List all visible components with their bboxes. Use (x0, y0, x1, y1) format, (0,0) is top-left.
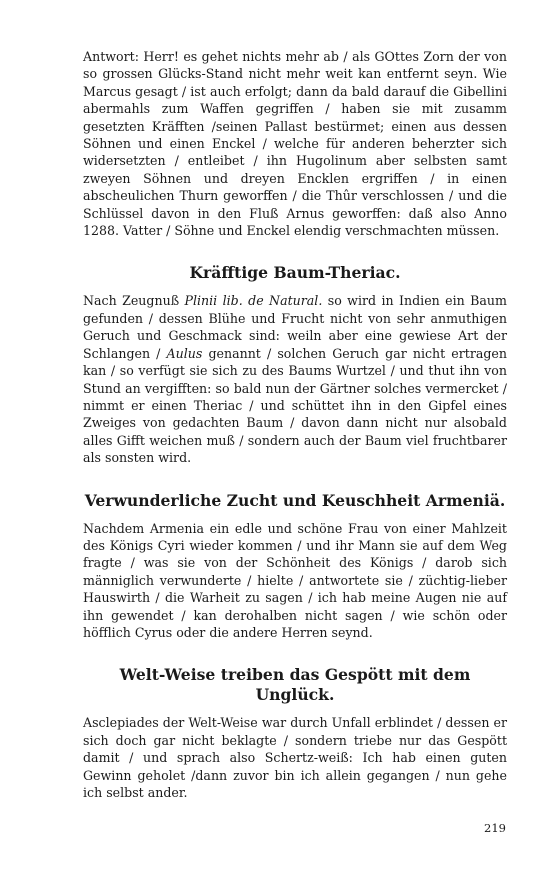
paragraph-text: Nach Zeugnuß (83, 293, 185, 309)
section-armenia (83, 491, 507, 642)
italic-citation: Plinii lib. de Natural. (184, 293, 323, 309)
italic-term: Aulus (166, 345, 203, 361)
section-paragraph: Asclepiades der Welt-Weise war durch Unfall erblindet / dessen er sich doch gar nicht beklagte / sondern triebe nur das Gespött damit / und sprach also Schertz-weiß: Ich hab einen guten Gewinn geholet /dann zuvor bin ich allein gegangen / nun gehe ich selbst ander. (83, 715, 507, 800)
section-paragraph (83, 292, 507, 466)
paragraph-text: so wird in Indien ein Baum gefunden / dessen Blühe und Frucht nicht von sehr anmuthigen Geruch und Geschmack sind: weiln aber eine gewiese Art der Schlangen / (83, 293, 507, 361)
section-baum-theriac (83, 263, 507, 466)
intro-paragraph: Antwort: Herr! es gehet nichts mehr ab / als GOttes Zorn der von so grossen Glücks-Stand nicht mehr weit kan entfernt seyn. Wie Marcus gesagt / ist auch erfolgt; dann da bald darauf die Gibellini abermahls zum Waffen gegriffen / haben sie mit zusamm gesetzten Kräfften /seinen Pallast bestürmet; einen aus dessen Söhnen und einen Enckel / welche für anderen beherzter sich widersetzten / entleibet / ihn Hugolinum aber selbsten samt zweyen Söhnen und dreyen Encklen ergriffen / in einen abscheulichen Thurn geworffen / die Thûr verschlossen / und die Schlüssel davon in den Fluß Arnus geworffen: daß also Anno 1288. Vatter / Söhne und Enckel elendig verschmachten müssen. (83, 49, 507, 239)
section-welt-weise (83, 665, 507, 801)
page-body (83, 48, 507, 801)
paragraph-text: genannt / solchen Geruch gar nicht ertragen kan / so verfügt sie sich zu des Baums Wurtzel / und thut ihn von Stund an vergifften: so bald nun der Gärtner solches vermercket / nimmt er einen Theriac / und schüttet ihn in den Gipfel eines Zweiges von gedachten Baum / davon dann nicht nur alsobald alles Gifft weichen muß / sondern auch der Baum viel fruchtbarer als sonsten wird. (83, 345, 507, 466)
page-number: 219 (484, 821, 506, 835)
section-heading: Kräfftige Baum-Theriac. (189, 263, 401, 283)
section-paragraph: Nachdem Armenia ein edle und schöne Frau von einer Mahlzeit des Königs Cyri wieder kommen / und ihr Mann sie auf dem Weg fragte / was sie von der Schönheit des Königs / darob sich männiglich verwunderte / hielte / antwortete sie / züchtig-lieber Hauswirth / die Warheit zu sagen / ich hab meine Augen nie auf ihn gewendet / kan derohalben nicht sagen / wie schön oder höfflich Cyrus oder die andere Herren seynd. (83, 520, 507, 640)
section-heading: Verwunderliche Zucht und Keuschheit Armeniä. (84, 490, 506, 510)
section-heading: Welt-Weise treiben das Gespött mit dem Unglück. (119, 665, 471, 705)
